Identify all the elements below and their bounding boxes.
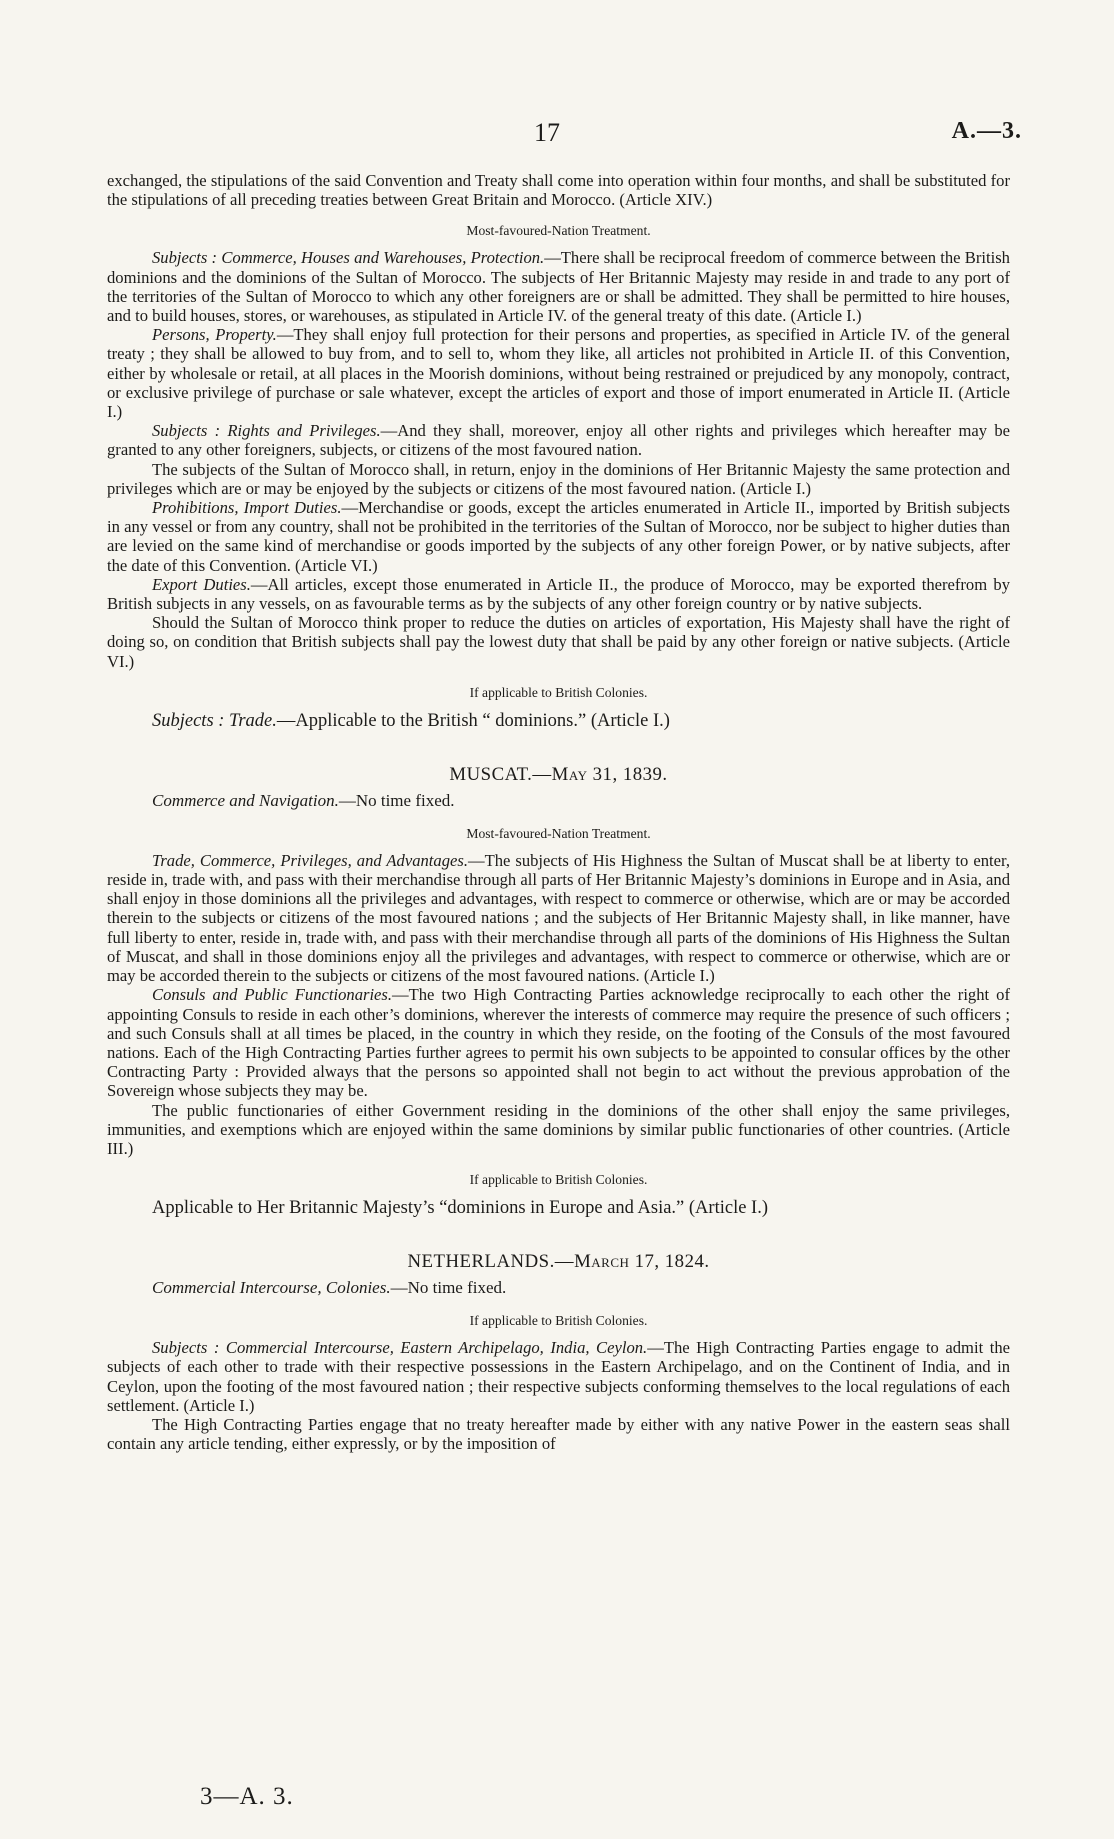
subheading-mfn-treatment: Most-favoured-Nation Treatment. <box>466 825 651 841</box>
paragraph-muscat-functionaries: The public functionaries of either Government residing in the dominions of the other shall enjoy the same privileges, immunities, and exemptions which are enjoyed within the same dominions by similar public functionaries of other countries. (Article III.) <box>107 1100 1010 1158</box>
subheading-colonies: If applicable to British Colonies. <box>469 1313 648 1329</box>
subheading-mfn-treatment: Most-favoured-Nation Treatment. <box>466 223 651 239</box>
paragraph-lead: Subjects : Commerce, Houses and Warehouses, Protection. <box>152 248 545 268</box>
heading-date: 31, 1839. <box>587 763 668 785</box>
page-number: 17 <box>534 118 560 147</box>
heading-country: NETHERLANDS.— <box>407 1251 575 1273</box>
paragraph-lead: Consuls and Public Functionaries. <box>152 985 393 1005</box>
subheading-colonies: If applicable to British Colonies. <box>469 684 648 700</box>
paragraph-continuation: exchanged, the stipulations of the said Convention and Treaty shall come into operation within four months, and shall be substituted for the stipulations of all preceding treaties between Great Britain and Morocco. (Article XIV.) <box>107 171 1010 210</box>
paragraph-text: —The High Contracting Parties engage to admit the subjects of each other to trade with their respective possessions in the Eastern Archipelago, and on the Continent of India, and in Ceylon, upon the footing of the most favoured nation ; their respective subjects conforming themselves to the local regulations of each settlement. (Article I.) <box>107 1338 1010 1415</box>
document-reference: A.—3. <box>951 118 1022 144</box>
paragraph-muscat-trade <box>107 851 1010 985</box>
heading-month: May <box>551 763 588 785</box>
paragraph-lead: Prohibitions, Import Duties. <box>152 498 342 518</box>
subheading-colonies: If applicable to British Colonies. <box>469 1172 648 1188</box>
paragraph-lead: Trade, Commerce, Privileges, and Advantages. <box>152 850 468 870</box>
document-body <box>107 171 1010 1453</box>
paragraph-text: —All articles, except those enumerated in Article II., the produce of Morocco, may be exported therefrom by British subjects in any vessels, on as favourable terms as by the subjects of any other foreign country or by native subjects. <box>107 574 1010 614</box>
paragraph-text: —No time fixed. <box>390 1278 507 1298</box>
paragraph-text: —And they shall, moreover, enjoy all other rights and privileges which hereafter may be granted to any other foreigners, subjects, or citizens of the most favoured nation. <box>107 421 1010 460</box>
page-header <box>107 118 1022 154</box>
heading-country: MUSCAT.— <box>449 763 552 785</box>
paragraph-lead: Subjects : Trade. <box>152 710 277 731</box>
paragraph-text: —The subjects of His Highness the Sultan of Muscat shall be at liberty to enter, reside in, trade with, and pass with their merchandise through all parts of Her Britannic Majesty’s dominions in Europe and in Asia, and shall enjoy in those dominions all the privileges and advantages, with respect to commerce or otherwise, which are or may be accorded therein to the subjects or citizens of the most favoured nations ; and the subjects of Her Britannic Majesty shall, in like manner, have full liberty to enter, reside in, trade with, and pass with their merchandise through all parts of the dominions of His Highness the Sultan of Muscat, and shall in those dominions enjoy all the privileges and advantages, with respect to commerce or otherwise, which are or may be accorded therein to the subjects or citizens of the most favoured nations. (Article I.) <box>107 850 1010 986</box>
paragraph-rights <box>107 421 1010 459</box>
paragraph-lead: Commercial Intercourse, Colonies. <box>152 1278 391 1298</box>
signature-mark: 3—A. 3. <box>200 1783 294 1810</box>
section-heading-muscat <box>107 764 1010 786</box>
paragraph-export-duties <box>107 575 1010 613</box>
paragraph-text: —There shall be reciprocal freedom of commerce between the British dominions and the dominions of the Sultan of Morocco. The subjects of Her Britannic Majesty may reside in and trade to any port of the territories of the Sultan of Morocco to which any other foreigners are or shall be admitted. They shall be permitted to hire houses, and to build houses, stores, or warehouses, as stipulated in Article IV. of the general treaty of this date. (Article I.) <box>107 248 1010 326</box>
paragraph-reciprocal: The subjects of the Sultan of Morocco shall, in return, enjoy in the dominions of Her Britannic Majesty the same protection and privileges which are or may be enjoyed by the subjects or citizens of the most favoured nation. (Article I.) <box>107 459 1010 498</box>
paragraph-netherlands-treaty: The High Contracting Parties engage that no treaty hereafter made by either with any native Power in the eastern seas shall contain any article tending, either expressly, or by the imposition of <box>107 1414 1010 1454</box>
paragraph-text: —No time fixed. <box>338 790 455 810</box>
paragraph-netherlands-intercourse <box>107 1338 1010 1415</box>
paragraph-lead: Persons, Property. <box>152 325 277 345</box>
paragraph-muscat-colonies: Applicable to Her Britannic Majesty’s “dominions in Europe and Asia.” (Article I.) <box>152 1198 768 1219</box>
paragraph-lead: Export Duties. <box>152 574 251 594</box>
paragraph-commerce <box>107 248 1010 325</box>
paragraph-persons-property <box>107 325 1010 421</box>
paragraph-lead: Commerce and Navigation. <box>152 790 339 810</box>
paragraph-text: —The two High Contracting Parties acknowledge reciprocally to each other the right of appointing Consuls to reside in each other’s dominions, wherever the interests of commerce may require the presence of such officers ; and such Consuls shall at all times be placed, in the country in which they reside, on the footing of the Consuls of the most favoured nations. Each of the High Contracting Parties further agrees to permit his own subjects to be appointed to consular offices by the other Contracting Party : Provided always that the persons so appointed shall not begin to act without the previous approbation of the Sovereign whose subjects they may be. <box>107 985 1010 1101</box>
heading-date: 17, 1824. <box>629 1251 710 1273</box>
heading-month: March <box>574 1251 630 1273</box>
paragraph-text: —Applicable to the British “ dominions.” (Article I.) <box>276 710 670 731</box>
paragraph-lead: Subjects : Commercial Intercourse, Eastern Archipelago, India, Ceylon. <box>152 1338 648 1358</box>
paragraph-lead: Subjects : Rights and Privileges. <box>152 421 381 441</box>
paragraph-muscat-consuls <box>107 985 1010 1100</box>
paragraph-sultan-reduce: Should the Sultan of Morocco think proper to reduce the duties on articles of exportation, His Majesty shall have the right of doing so, on condition that British subjects shall pay the lowest duty that shall be paid by any other foreign or native subjects. (Article VI.) <box>107 613 1010 671</box>
paragraph-text: —They shall enjoy full protection for their persons and properties, as specified in Article IV. of the general treaty ; they shall be allowed to buy from, and to sell to, whom they like, all articles not prohibited in Article II. of this Convention, either by wholesale or retail, at all places in the Moorish dominions, without being restrained or prejudiced by any monopoly, contract, or exclusive privilege of purchase or sale whatever, except the articles of export and those of import enumerated in Article II. (Article I.) <box>107 325 1010 422</box>
muscat-time-fixed <box>107 790 1010 812</box>
paragraph-import-duties <box>107 498 1010 575</box>
paragraph-text: —Merchandise or goods, except the articles enumerated in Article II., imported by British subjects in any vessel or from any country, shall not be prohibited in the territories of the Sultan of Morocco, nor be subject to higher duties than are levied on the same kind of merchandise or goods imported by the subjects of any other foreign Power, or by native subjects, after the date of this Convention. (Article VI.) <box>107 498 1010 575</box>
paragraph-trade-colonies <box>107 710 1010 732</box>
netherlands-time-fixed <box>107 1277 1010 1299</box>
section-heading-netherlands <box>107 1251 1010 1273</box>
